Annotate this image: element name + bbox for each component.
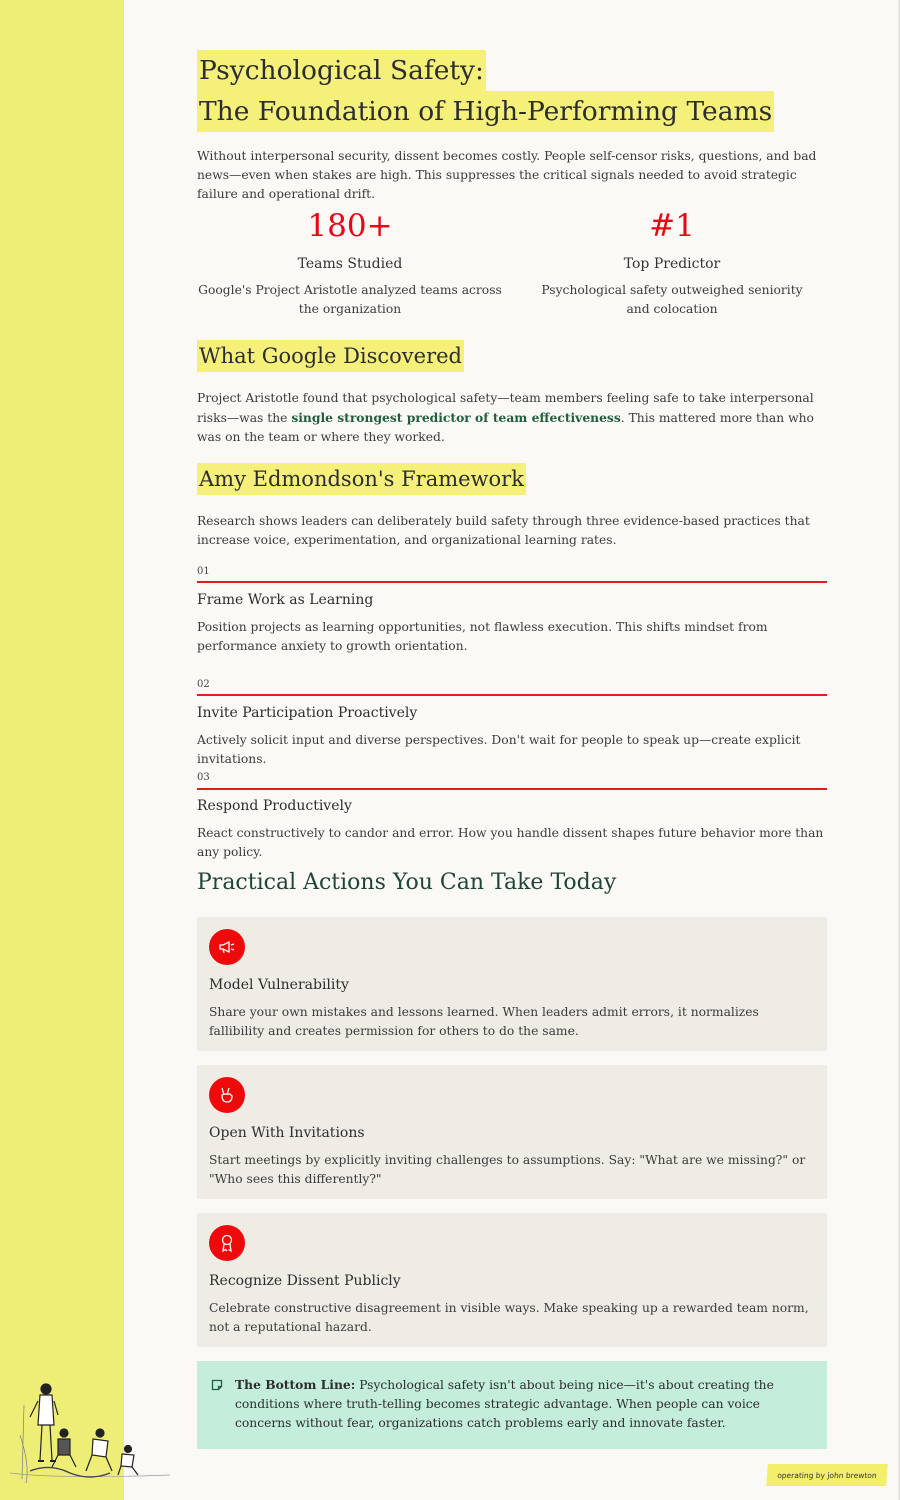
framework-item-number: 03 bbox=[197, 772, 210, 783]
card-description: Share your own mistakes and lessons learned. When leaders admit errors, it normalizes fallibility and creates permission for others to do the same. bbox=[209, 1005, 759, 1038]
framework-heading-text: Amy Edmondson's Framework bbox=[197, 463, 526, 495]
framework-item-desc: Position projects as learning opportunities, not flawless execution. This shifts mindset from performance anxiety to growth orientation. bbox=[197, 620, 768, 653]
framework-item-number: 02 bbox=[197, 679, 210, 690]
stat-label: Teams Studied bbox=[297, 256, 403, 272]
google-heading bbox=[197, 340, 464, 372]
framework-item-desc: Actively solicit input and diverse perspectives. Don't wait for people to speak up—create explicit invitations. bbox=[197, 733, 801, 766]
red-divider bbox=[197, 788, 827, 790]
bottom-line-text bbox=[235, 1375, 815, 1433]
framework-item-title: Invite Participation Proactively bbox=[197, 705, 418, 721]
author-credit-badge: operating by john brewton bbox=[766, 1464, 888, 1486]
card-description: Start meetings by explicitly inviting challenges to assumptions. Say: "What are we missing?" or "Who sees this differently?" bbox=[209, 1153, 806, 1186]
framework-item-title: Frame Work as Learning bbox=[197, 592, 374, 608]
google-heading-text: What Google Discovered bbox=[197, 340, 464, 372]
framework-item-desc: React constructively to candor and error. How you handle dissent shapes future behavior more than any policy. bbox=[197, 826, 824, 859]
action-card bbox=[197, 917, 827, 1051]
google-text-after: . This mattered more than who was on the team or where they worked. bbox=[197, 411, 814, 444]
framework-heading bbox=[197, 463, 526, 495]
note-icon bbox=[211, 1379, 223, 1391]
stat-teams-studied bbox=[197, 208, 503, 319]
team-sketch-illustration bbox=[0, 1375, 180, 1490]
bottom-line-callout bbox=[197, 1361, 827, 1449]
title-line-1: Psychological Safety: bbox=[197, 50, 486, 91]
red-divider bbox=[197, 694, 827, 696]
framework-item-number: 01 bbox=[197, 566, 210, 577]
google-emphasis: single strongest predictor of team effectiveness bbox=[291, 410, 621, 425]
card-title: Open With Invitations bbox=[209, 1125, 365, 1141]
card-title: Recognize Dissent Publicly bbox=[209, 1273, 401, 1289]
card-description: Celebrate constructive disagreement in visible ways. Make speaking up a rewarded team norm, not a reputational hazard. bbox=[209, 1301, 809, 1334]
stat-description: Google's Project Aristotle analyzed teams across the organization bbox=[198, 283, 502, 316]
stat-top-predictor bbox=[533, 208, 811, 319]
intro-paragraph: Without interpersonal security, dissent becomes costly. People self-censor risks, questions, and bad news—even when stakes are high. This suppresses the critical signals needed to avoid strategic failure and operational drift. bbox=[197, 149, 817, 201]
bottom-line-body: Psychological safety isn't about being nice—it's about creating the conditions where truth-telling becomes strategic advantage. When people can voice concerns without fear, organizations catch problems early and innovate faster. bbox=[235, 1378, 774, 1430]
stat-value: 180+ bbox=[307, 208, 393, 244]
title-line-2: The Foundation of High-Performing Teams bbox=[197, 91, 774, 132]
stat-value: #1 bbox=[649, 208, 695, 244]
page-title bbox=[197, 50, 774, 132]
google-text-before: Project Aristotle found that psychological safety—team members feeling safe to take interpersonal risks—was the bbox=[197, 391, 814, 425]
action-card bbox=[197, 1213, 827, 1347]
red-divider bbox=[197, 581, 827, 583]
bottom-line-label: The Bottom Line: bbox=[235, 1377, 356, 1392]
actions-heading: Practical Actions You Can Take Today bbox=[197, 870, 617, 895]
card-title: Model Vulnerability bbox=[209, 977, 349, 993]
megaphone-icon bbox=[209, 929, 245, 965]
yellow-sidebar bbox=[0, 0, 124, 1500]
award-ribbon-icon bbox=[209, 1225, 245, 1261]
stat-label: Top Predictor bbox=[623, 256, 721, 272]
action-card bbox=[197, 1065, 827, 1199]
framework-item-title: Respond Productively bbox=[197, 798, 352, 814]
google-paragraph bbox=[197, 389, 827, 447]
stat-description: Psychological safety outweighed seniority and colocation bbox=[541, 283, 803, 316]
peace-hand-icon bbox=[209, 1077, 245, 1113]
framework-intro: Research shows leaders can deliberately build safety through three evidence-based practices that increase voice, experimentation, and organizational learning rates. bbox=[197, 514, 810, 547]
